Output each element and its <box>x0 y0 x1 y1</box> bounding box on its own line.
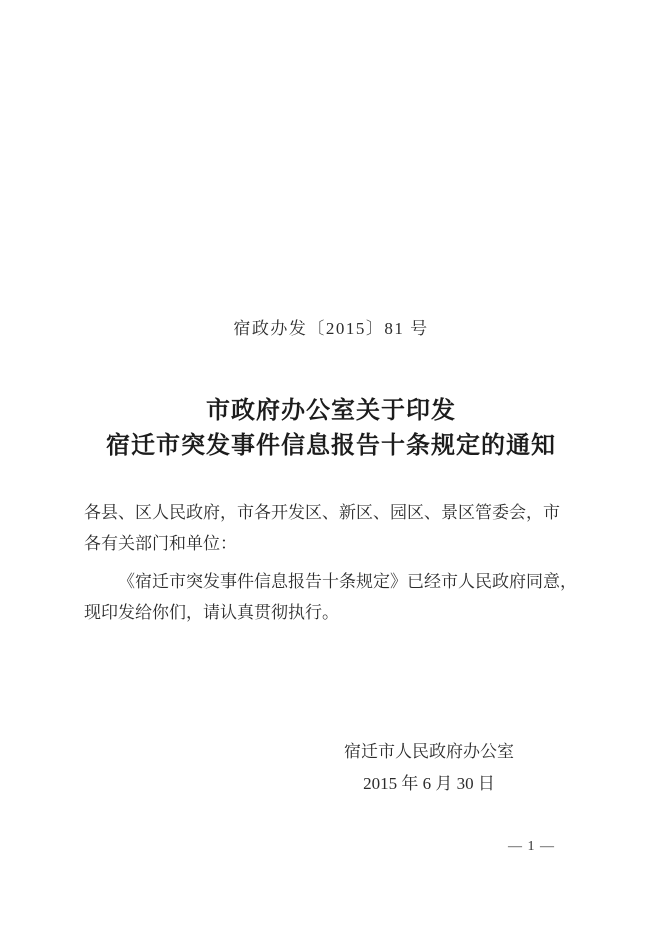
document-title <box>0 394 662 464</box>
page-number: — 1 — <box>508 839 555 854</box>
body-paragraph <box>84 566 580 628</box>
document-title-line-1: 市政府办公室关于印发 <box>206 398 456 424</box>
salutation-paragraph <box>84 497 580 559</box>
body-line-1: 《宿迁市突发事件信息报告十条规定》已经市人民政府同意， <box>118 572 577 591</box>
signer-name: 宿迁市人民政府办公室 <box>344 742 514 761</box>
salutation-line-1: 各县、区人民政府，市各开发区、新区、园区、景区管委会，市 <box>84 503 560 522</box>
document-title-line-2: 宿迁市突发事件信息报告十条规定的通知 <box>106 433 556 459</box>
body-line-2: 现印发给你们，请认真贯彻执行。 <box>84 603 339 622</box>
signature-block <box>344 736 514 800</box>
document-number: 宿政办发〔2015〕81 号 <box>233 319 429 338</box>
salutation-line-2: 各有关部门和单位： <box>84 534 237 553</box>
signature-date: 2015 年 6 月 30 日 <box>363 774 495 793</box>
